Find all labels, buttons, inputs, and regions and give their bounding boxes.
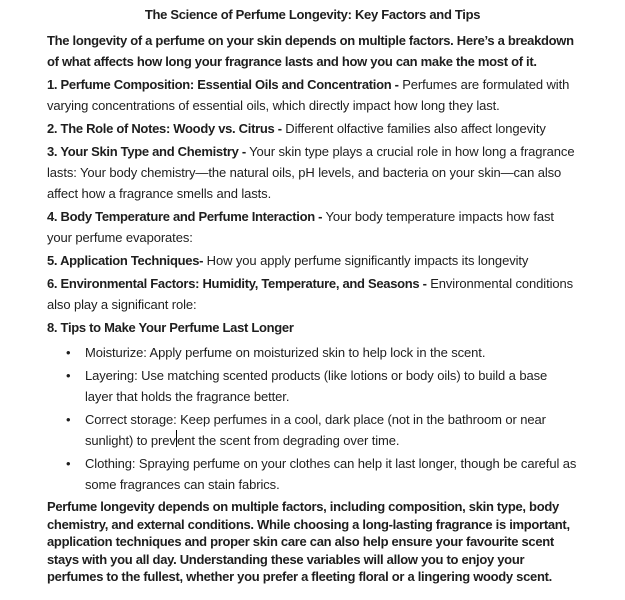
item-1-text: Perfumes are formulated with varying concentrations of essential oils, which directly impact how long they last. <box>47 77 570 113</box>
numbered-item-1[interactable] <box>47 74 578 116</box>
item-6-text: Environmental conditions also play a significant role: <box>47 276 574 312</box>
intro-paragraph[interactable]: The longevity of a perfume on your skin depends on multiple factors. Here’s a breakdown of what affects how long your fragrance lasts and how you can make the most of it. <box>47 33 574 69</box>
tip-item-layering[interactable] <box>47 365 578 407</box>
document-title: The Science of Perfume Longevity: Key Factors and Tips <box>144 7 481 22</box>
item-2-heading: 2. The Role of Notes: Woody vs. Citrus - <box>47 121 282 136</box>
item-4-heading: 4. Body Temperature and Perfume Interaction - <box>47 209 323 224</box>
item-6-heading: 6. Environmental Factors: Humidity, Temperature, and Seasons - <box>47 276 427 291</box>
item-2-text: Different olfactive families also affect longevity <box>281 121 546 136</box>
numbered-item-6[interactable] <box>47 273 578 315</box>
tip-item-storage[interactable] <box>47 409 578 451</box>
item-4-text: Your body temperature impacts how fast your perfume evaporates: <box>47 209 554 245</box>
numbered-item-8[interactable] <box>47 317 578 338</box>
tip-item-moisturize[interactable] <box>47 342 578 363</box>
tip-item-clothing[interactable] <box>47 453 578 495</box>
numbered-item-2[interactable] <box>47 118 578 139</box>
item-1-heading: 1. Perfume Composition: Essential Oils and Concentration - <box>47 77 399 92</box>
numbered-item-4[interactable] <box>47 206 578 248</box>
item-8-heading: 8. Tips to Make Your Perfume Last Longer <box>47 320 294 335</box>
item-3-text: Your skin type plays a crucial role in how long a fragrance lasts: Your body chemistry—the natural oils, pH levels, and bacteria on your skin—can also affect how a fragrance smells and lasts. <box>47 144 575 201</box>
item-3-heading: 3. Your Skin Type and Chemistry - <box>47 144 246 159</box>
tips-list <box>47 342 578 495</box>
item-5-heading: 5. Application Techniques- <box>47 253 204 268</box>
tip-clothing-text: Clothing: Spraying perfume on your clothes can help it last longer, though be careful as some fragrances can stain fabrics. <box>85 456 577 492</box>
numbered-item-5[interactable] <box>47 250 578 271</box>
tip-storage-text-after-caret: ent the scent from degrading over time. <box>177 433 400 448</box>
tip-storage-text-before-caret: Correct storage: Keep perfumes in a cool, dark place (not in the bathroom or near sunlight) to prev <box>85 412 546 448</box>
tip-layering-text: Layering: Use matching scented products (like lotions or body oils) to build a base layer that holds the fragrance better. <box>85 368 548 404</box>
tip-moisturize-text: Moisturize: Apply perfume on moisturized skin to help lock in the scent. <box>85 345 486 360</box>
item-5-text: How you apply perfume significantly impacts its longevity <box>203 253 529 268</box>
numbered-item-3[interactable] <box>47 141 578 204</box>
conclusion-paragraph[interactable]: Perfume longevity depends on multiple factors, including composition, skin type, body chemistry, and external conditions. While choosing a long-lasting fragrance is important, application techniques and proper skin care can also help ensure your favourite scent stays with you all day. Understanding these variables will allow you to enjoy your perfumes to the fullest, whether you prefer a fleeting floral or a lingering woody scent. <box>47 499 570 584</box>
